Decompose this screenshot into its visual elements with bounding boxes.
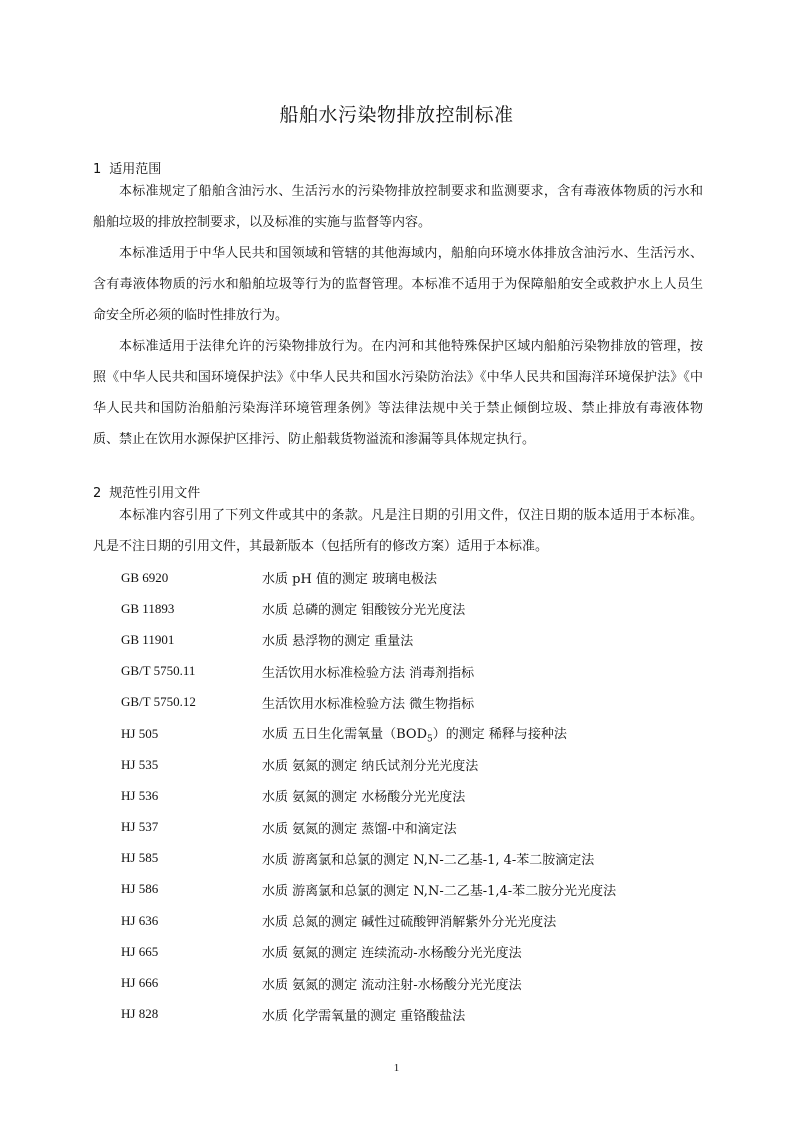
- reference-title-main: 水质 五日生化需氧量（BOD: [262, 726, 428, 742]
- section-2-number: 2: [93, 486, 102, 501]
- reference-title: 水质 总氮的测定 碱性过硫酸钾消解紫外分光光度法: [262, 915, 557, 931]
- section-1-heading: [93, 158, 161, 177]
- reference-title: 水质 游离氯和总氯的测定 N,N-二乙基-1, 4-苯二胺滴定法: [262, 852, 595, 868]
- reference-title: 水质 化学需氧量的测定 重铬酸盐法: [262, 1008, 466, 1024]
- reference-title: 水质 氨氮的测定 蒸馏-中和滴定法: [262, 821, 457, 837]
- reference-row: [121, 812, 721, 843]
- reference-title: [262, 723, 721, 745]
- reference-code: GB 6920: [121, 569, 169, 585]
- section-1-number: 1: [93, 162, 102, 177]
- section-2-intro: 本标准内容引用了下列文件或其中的条款。凡是注日期的引用文件，仅注日期的版本适用于本标准。凡是不注日期的引用文件，其最新版本（包括所有的修改方案）适用于本标准。: [93, 508, 703, 554]
- reference-row: [121, 874, 721, 905]
- reference-row: [121, 718, 721, 749]
- reference-title: 水质 氨氮的测定 连续流动-水杨酸分光光度法: [262, 946, 522, 962]
- reference-title: 水质 游离氯和总氯的测定 N,N-二乙基-1,4-苯二胺分光光度法: [262, 883, 617, 899]
- reference-title: 水质 氨氮的测定 流动注射-水杨酸分光光度法: [262, 977, 522, 993]
- reference-code: HJ 636: [121, 912, 159, 928]
- section-2-title: 规范性引用文件: [109, 486, 201, 501]
- reference-code: HJ 536: [121, 787, 159, 803]
- section-1-paragraph-2: 本标准适用于中华人民共和国领域和管辖的其他海域内，船舶向环境水体排放含油污水、生活污水、含有毒液体物质的污水和船舶垃圾等行为的监督管理。本标准不适用于为保障船舶安全或救护水上人员生命安全所必须的临时性排放行为。: [93, 246, 703, 323]
- reference-title: 生活饮用水标准检验方法 微生物指标: [262, 696, 475, 712]
- reference-row: [121, 905, 721, 936]
- reference-title: 水质 总磷的测定 钼酸铵分光光度法: [262, 603, 466, 619]
- section-1-paragraph-1: 本标准规定了船舶含油污水、生活污水的污染物排放控制要求和监测要求，含有毒液体物质的污水和船舶垃圾的排放控制要求，以及标准的实施与监督等内容。: [93, 184, 703, 230]
- reference-title: 水质 氨氮的测定 纳氏试剂分光光度法: [262, 759, 479, 775]
- reference-row: [121, 687, 721, 718]
- reference-row: [121, 936, 721, 967]
- reference-code: HJ 665: [121, 943, 159, 959]
- reference-code: GB/T 5750.11: [121, 663, 196, 679]
- reference-row: [121, 593, 721, 624]
- reference-title: 水质 悬浮物的测定 重量法: [262, 634, 414, 650]
- reference-code: HJ 535: [121, 756, 159, 772]
- reference-title: 生活饮用水标准检验方法 消毒剂指标: [262, 665, 475, 681]
- reference-code: HJ 586: [121, 881, 159, 897]
- reference-row: [121, 562, 721, 593]
- reference-row: [121, 780, 721, 811]
- reference-row: [121, 999, 721, 1030]
- reference-row: [121, 967, 721, 998]
- reference-title-rest: ）的测定 稀释与接种法: [432, 726, 567, 742]
- page-number: 1: [393, 1062, 400, 1074]
- reference-row: [121, 749, 721, 780]
- reference-code: GB 11893: [121, 600, 175, 616]
- document-title: 船舶水污染物排放控制标准: [279, 104, 514, 126]
- reference-code: GB/T 5750.12: [121, 694, 196, 710]
- reference-code: HJ 505: [121, 725, 159, 741]
- reference-code: HJ 666: [121, 975, 159, 991]
- reference-title: 水质 氨氮的测定 水杨酸分光光度法: [262, 790, 466, 806]
- section-2-heading: [93, 482, 200, 501]
- reference-code: GB 11901: [121, 631, 175, 647]
- reference-code: HJ 537: [121, 819, 159, 835]
- reference-code: HJ 585: [121, 850, 159, 866]
- reference-row: [121, 656, 721, 687]
- section-1-title: 适用范围: [109, 162, 162, 177]
- section-1-paragraph-3: 本标准适用于法律允许的污染物排放行为。在内河和其他特殊保护区域内船舶污染物排放的管理，按照《中华人民共和国环境保护法》《中华人民共和国水污染防治法》《中华人民共和国海洋环境保护法》《中华人民共和国防治船舶污染海洋环境管理条例》等法律法规中关于禁止倾倒垃圾、禁止排放有毒液体物质、禁止在饮用水源保护区排污、防止船载货物溢流和渗漏等具体规定执行。: [93, 339, 703, 447]
- reference-title-subscript: 5: [427, 734, 433, 745]
- reference-title: 水质 pH 值的测定 玻璃电极法: [262, 572, 438, 588]
- reference-row: [121, 624, 721, 655]
- reference-row: [121, 843, 721, 874]
- reference-code: HJ 828: [121, 1006, 159, 1022]
- reference-list: [121, 562, 721, 1030]
